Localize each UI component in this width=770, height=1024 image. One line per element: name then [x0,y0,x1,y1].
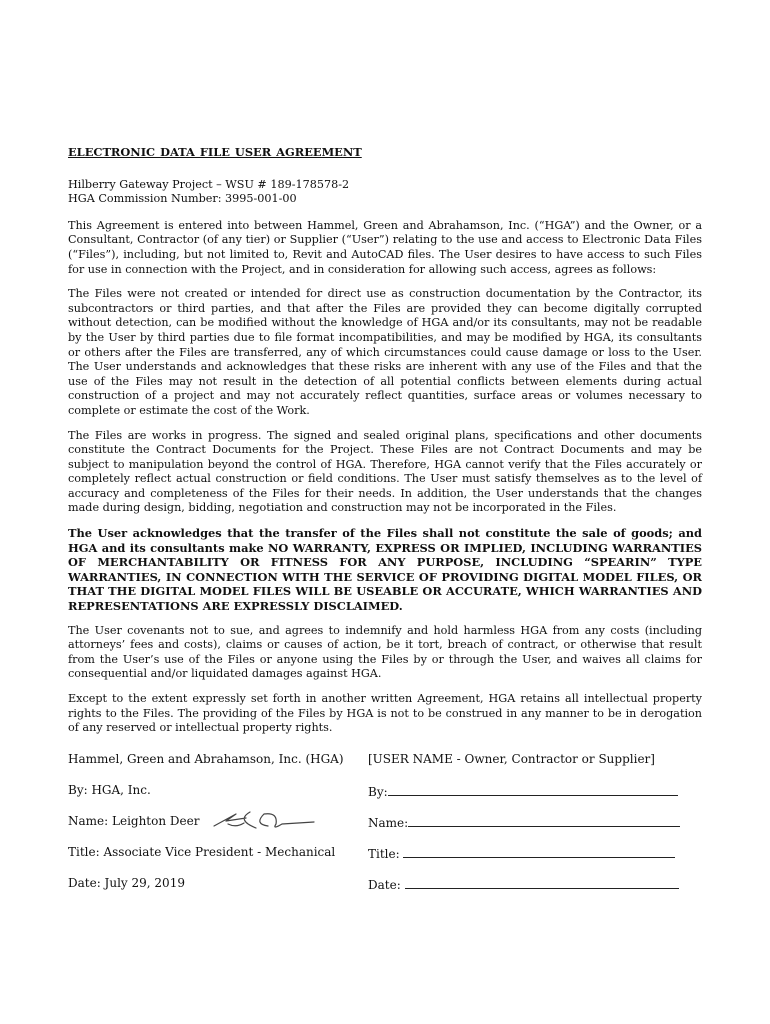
signature-row-by [68,783,702,814]
user-name-line [408,814,680,827]
paragraph-intro: This Agreement is entered into between Hammel, Green and Abrahamson, Inc. (“HGA”) and the Owner, or a Consultant, Contractor (of any tier) or Supplier (“User”) relating to the use and access to Electronic Data Files (“Files”), including, but not limited to, Revit and AutoCAD files. The User desires to have access to such Files for use in connection with the Project, and in consideration for allowing such access, agrees as follows: [68,218,702,276]
document-title: ELECTRONIC DATA FILE USER AGREEMENT [68,145,362,159]
paragraph-ip-rights: Except to the extent expressly set forth in another written Agreement, HGA retains all intellectual property rights to the Files. The providing of the Files by HGA is not to be construed in any manner to be in derogation of any reserved or intellectual property rights. [68,692,702,735]
paragraph-indemnity: The User covenants not to sue, and agrees to indemnify and hold harmless HGA from any costs (including attorneys’ fees and costs), claims or causes of action, be it tort, breach of contract, or otherwise that result from the User’s use of the Files or anyone using the Files by or through the User, and waives all claims for consequential and/or liquidated damages against HGA. [68,623,702,681]
signature-block [68,752,702,907]
hga-date: Date: July 29, 2019 [68,875,185,890]
user-name-label: Name: [368,815,409,830]
warranty-disclaimer: The User acknowledges that the transfer of the Files shall not constitute the sale of goods; and HGA and its consultants make NO WARRANTY, EXPRESS OR IMPLIED, INCLUDING WARRANTIES OF MERCHANTABILITY OR FITNESS FOR ANY PURPOSE, INCLUDING “SPEARIN” TYPE WARRANTIES, IN CONNECTION WITH THE SERVICE OF PROVIDING DIGITAL MODEL FILES, OR THAT THE DIGITAL MODEL FILES WILL BE USEABLE OR ACCURATE, WHICH WARRANTIES AND REPRESENTATIONS ARE EXPRESSLY DISCLAIMED. [68,526,702,614]
project-info [68,178,702,207]
user-by-label: By: [368,784,388,799]
user-name-field[interactable] [368,814,702,845]
signature-row-title [68,845,702,876]
hga-name-cell [68,814,368,845]
hga-name: Name: Leighton Deer [68,813,200,828]
handwritten-signature [206,806,336,834]
user-by-field[interactable] [368,783,702,814]
user-title-line [403,845,675,858]
paragraph-works-in-progress: The Files are works in progress. The signed and sealed original plans, specifications and other documents constitute the Contract Documents for the Project. These Files are not Contract Documents and may be subject to manipulation beyond the control of HGA. Therefore, HGA cannot verify that the Files accurately or completely reflect actual construction or field conditions. The User must satisfy themselves as to the level of accuracy and completeness of the Files for their needs. In addition, the User understands that the changes made during design, bidding, negotiation and construction may not be incorporated in the Files. [68,428,702,515]
hga-by: By: HGA, Inc. [68,782,151,797]
hga-company-name: Hammel, Green and Abrahamson, Inc. (HGA) [68,751,344,766]
paragraph-files-risk: The Files were not created or intended for direct use as construction documentation by the Contractor, its subcontractors or third parties, and that after the Files are provided they can become digitally corrupted without detection, can be modified without the knowledge of HGA and/or its consultants, may not be readable by the User by third parties due to file format incompatibilities, and may be modified by HGA, its consultants or others after the Files are transferred, any of which circumstances could cause damage or loss to the User. The User understands and acknowledges that these risks are inherent with any use of the Files and that the use of the Files may not result in the detection of all potential conflicts between elements during actual construction of a project and may not accurately reflect quantities, surface areas or volumes necessary to complete or estimate the cost of the Work. [68,287,702,417]
user-company-name: [USER NAME - Owner, Contractor or Supplier] [368,751,655,766]
signature-row-company [68,752,702,783]
signature-row-date [68,876,702,907]
document-body [68,145,702,907]
hga-title: Title: Associate Vice President - Mechanical [68,844,336,859]
user-date-line [405,876,679,889]
project-line: Hilberry Gateway Project – WSU # 189-178578-2 [68,177,350,191]
commission-line: HGA Commission Number: 3995-001-00 [68,192,297,206]
user-title-field[interactable] [368,845,702,876]
user-title-label: Title: [368,846,400,861]
user-date-field[interactable] [368,876,702,907]
user-by-line [388,783,678,796]
user-date-label: Date: [368,877,401,892]
signature-row-name [68,814,702,845]
